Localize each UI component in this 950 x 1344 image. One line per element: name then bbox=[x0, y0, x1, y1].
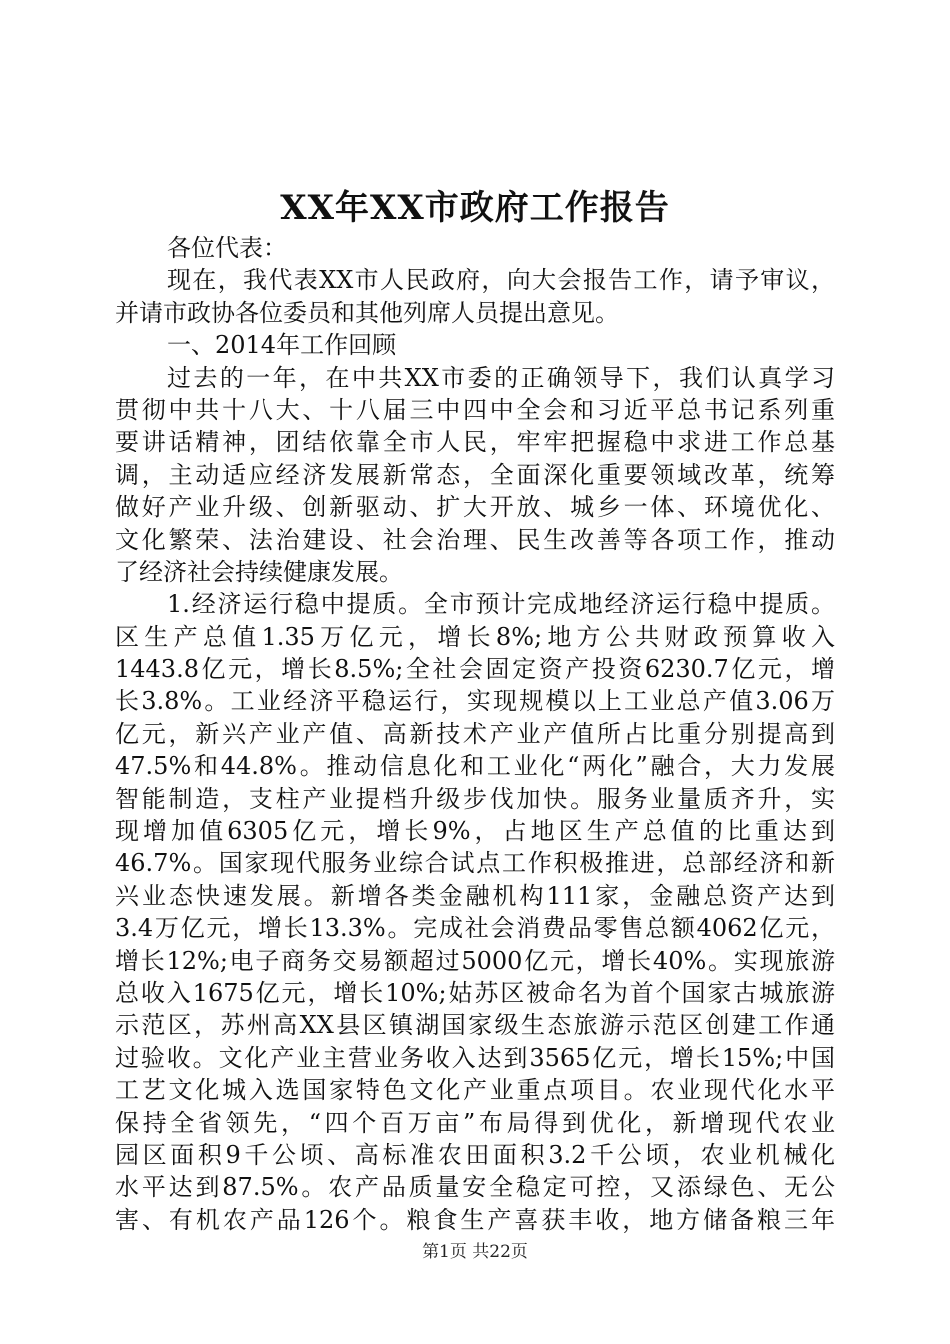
paragraph-line: 文化繁荣、法治建设、社会治理、民生改善等各项工作，推动 bbox=[115, 525, 835, 554]
paragraph-line: 害、有机农产品126个。粮食生产喜获丰收，地方储备粮三年 bbox=[115, 1205, 835, 1234]
salutation-line: 各位代表： bbox=[167, 234, 287, 262]
paragraph-line: 兴业态快速发展。新增各类金融机构111家，金融总资产达到 bbox=[115, 881, 835, 910]
document-body bbox=[115, 232, 835, 1236]
paragraph-line: 做好产业升级、创新驱动、扩大开放、城乡一体、环境优化、 bbox=[115, 493, 835, 522]
paragraph-line: 长3.8%。工业经济平稳运行，实现规模以上工业总产值3.06万 bbox=[115, 687, 835, 716]
paragraph-line: 现增加值6305亿元，增长9%，占地区生产总值的比重达到 bbox=[115, 817, 835, 846]
paragraph-line: 47.5%和44.8%。推动信息化和工业化“两化”融合，大力发展 bbox=[115, 752, 835, 781]
paragraph-line: 园区面积9千公顷、高标准农田面积3.2千公顷，农业机械化 bbox=[115, 1140, 835, 1169]
paragraph-line: 1.经济运行稳中提质。全市预计完成地经济运行稳中提质。 bbox=[167, 590, 835, 619]
paragraph-line: 智能制造，支柱产业提档升级步伐加快。服务业量质齐升，实 bbox=[115, 784, 835, 813]
paragraph-line: 保持全省领先，“四个百万亩”布局得到优化，新增现代农业 bbox=[115, 1108, 835, 1137]
paragraph-line: 工艺文化城入选国家特色文化产业重点项目。农业现代化水平 bbox=[115, 1076, 835, 1105]
paragraph-line: 现在，我代表XX市人民政府，向大会报告工作，请予审议， bbox=[167, 266, 835, 295]
paragraph-line: 并请市政协各位委员和其他列席人员提出意见。 bbox=[115, 298, 619, 327]
paragraph-line: 调，主动适应经济发展新常态，全面深化重要领域改革，统筹 bbox=[115, 460, 835, 489]
paragraph-line: 亿元，新兴产业产值、高新技术产业产值所占比重分别提高到 bbox=[115, 719, 835, 748]
paragraph-line: 水平达到87.5%。农产品质量安全稳定可控，又添绿色、无公 bbox=[115, 1173, 835, 1202]
paragraph-line: 过验收。文化产业主营业务收入达到3565亿元，增长15%;中国 bbox=[115, 1043, 835, 1072]
paragraph-line: 贯彻中共十八大、十八届三中四中全会和习近平总书记系列重 bbox=[115, 395, 835, 424]
paragraph-line: 增长12%;电子商务交易额超过5000亿元，增长40%。实现旅游 bbox=[115, 946, 835, 975]
section-heading: 一、2014年工作回顾 bbox=[167, 331, 397, 360]
paragraph-line: 要讲话精神，团结依靠全市人民，牢牢把握稳中求进工作总基 bbox=[115, 428, 835, 457]
paragraph-line: 区生产总值1.35万亿元，增长8%;地方公共财政预算收入 bbox=[115, 622, 835, 651]
paragraph-line: 过去的一年，在中共XX市委的正确领导下，我们认真学习 bbox=[167, 363, 835, 392]
document-title: XX年XX市政府工作报告 bbox=[280, 188, 670, 228]
page-number-footer: 第1页 共22页 bbox=[422, 1242, 528, 1262]
paragraph-line: 示范区，苏州高XX县区镇湖国家级生态旅游示范区创建工作通 bbox=[115, 1011, 835, 1040]
paragraph-line: 1443.8亿元，增长8.5%;全社会固定资产投资6230.7亿元，增 bbox=[115, 655, 835, 684]
paragraph-line: 46.7%。国家现代服务业综合试点工作积极推进，总部经济和新 bbox=[115, 849, 835, 878]
paragraph-line: 3.4万亿元，增长13.3%。完成社会消费品零售总额4062亿元， bbox=[115, 914, 835, 943]
paragraph-line: 总收入1675亿元，增长10%;姑苏区被命名为首个国家古城旅游 bbox=[115, 978, 835, 1007]
paragraph-line: 了经济社会持续健康发展。 bbox=[115, 557, 403, 586]
